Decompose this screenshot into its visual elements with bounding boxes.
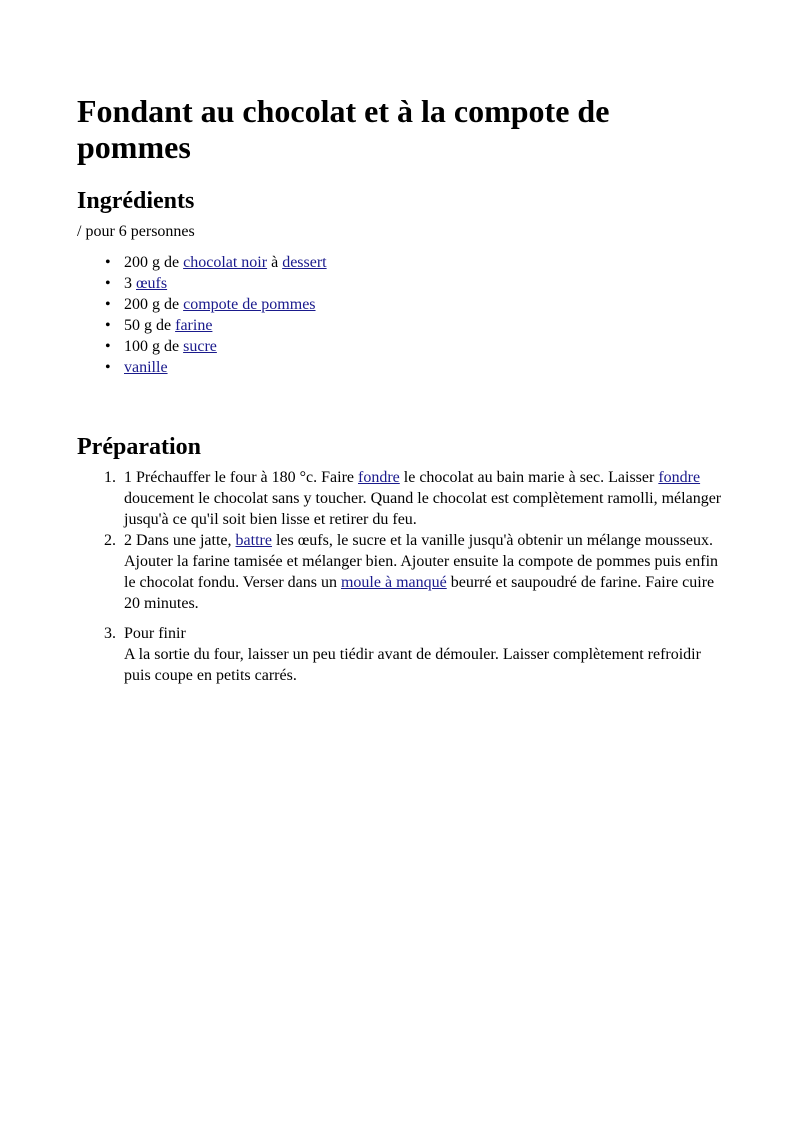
ingredient-link-sucre[interactable]: sucre [183,338,217,355]
step-text: doucement le chocolat sans y toucher. Quand le chocolat est complètement ramolli, mélanger jusqu'à ce qu'il soit bien lisse et retirer du feu. [124,490,722,528]
step-text: le chocolat au bain marie à sec. Laisser [399,469,659,486]
ingredient-link-chocolat-noir[interactable]: chocolat noir [183,254,268,271]
ingredient-link-compote[interactable]: compote de pommes [183,296,316,313]
step-text: A la sortie du four, laisser un peu tiédir avant de démouler. Laisser complètement refroidir puis coupe en petits carrés. [124,646,701,684]
step-item [104,467,722,530]
ingredient-link-dessert[interactable]: dessert [282,254,327,271]
ingredient-link-farine[interactable]: farine [175,317,213,334]
ingredient-quantity: 200 g de [124,254,184,271]
ingredients-list [77,252,327,378]
ingredient-quantity: 50 g de [124,317,176,334]
step-item [104,530,722,614]
ingredient-connector: à [267,254,283,271]
list-item [124,336,327,357]
list-item [124,294,327,315]
step-text: les œufs, le sucre et la vanille jusqu'à obtenir un mélange mousseux. Ajouter la farine tamisée et mélanger bien. Ajouter ensuite la compote de pommes puis enfin le chocolat fondu. Verser dans un [124,532,719,591]
ingredient-quantity: 200 g de [124,296,184,313]
page-title: Fondant au chocolat et à la compote de pommes [77,93,610,165]
step-subtitle: Pour finir [124,625,186,642]
step-text: 1 Préchauffer le four à 180 °c. Faire [124,469,359,486]
ingredient-quantity: 3 [124,275,136,292]
preparation-steps [77,467,722,686]
utensil-link-moule-a-manque[interactable]: moule à manqué [340,574,447,591]
technique-link-fondre[interactable]: fondre [658,469,701,486]
step-text: beurré et saupoudré de farine. Faire cuire 20 minutes. [124,574,715,612]
step-number: 1. [104,469,116,486]
list-item [124,315,327,336]
servings-text: / pour 6 personnes [77,223,195,240]
preparation-heading: Préparation [77,434,201,460]
step-item [104,623,722,686]
ingredient-quantity: 100 g de [124,338,184,355]
step-number: 3. [104,625,116,642]
step-text: 2 Dans une jatte, [124,532,236,549]
list-item [124,273,327,294]
technique-link-battre[interactable]: battre [235,532,272,549]
list-item [124,252,327,273]
ingredients-heading: Ingrédients [77,188,195,214]
step-number: 2. [104,532,116,549]
ingredient-link-oeufs[interactable]: œufs [136,275,168,292]
ingredient-link-vanille[interactable]: vanille [124,359,168,376]
technique-link-fondre[interactable]: fondre [358,469,400,486]
list-item [124,357,327,378]
